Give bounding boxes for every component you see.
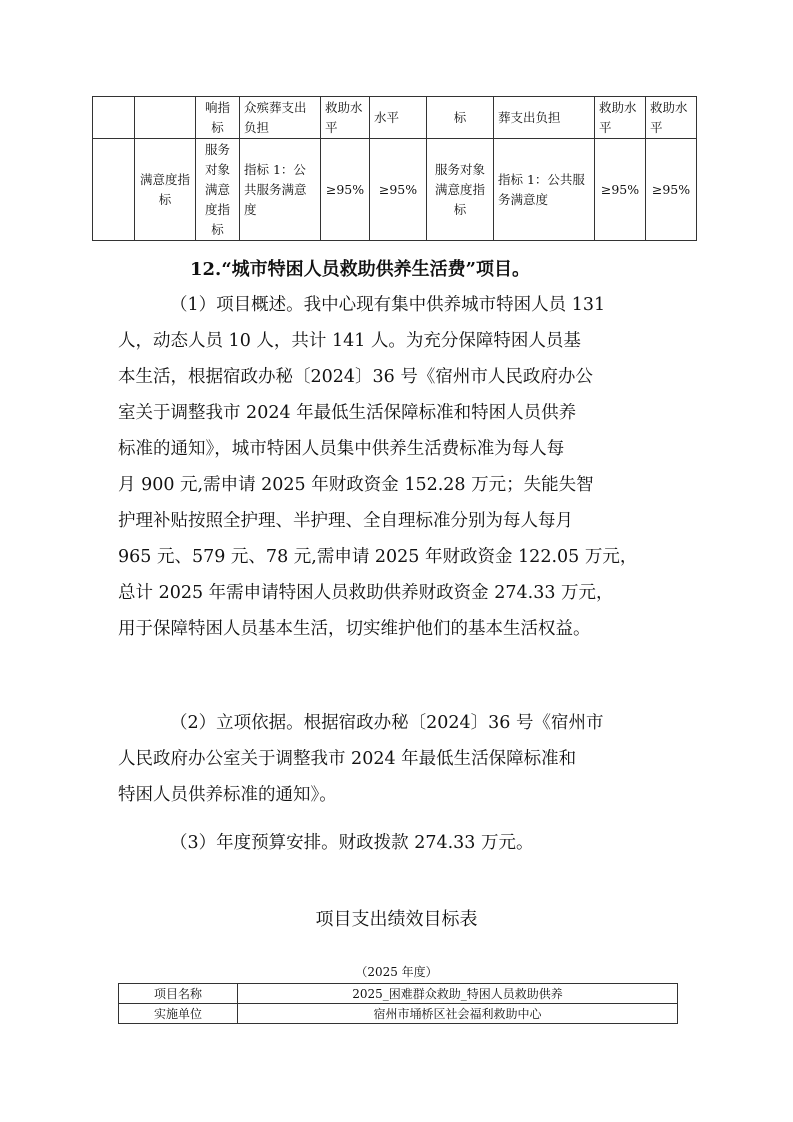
table-cell bbox=[93, 97, 135, 139]
table-row bbox=[119, 1004, 678, 1024]
paragraph-line: 965 元、579 元、78 元,需申请 2025 年财政资金 122.05 万元， bbox=[118, 547, 638, 567]
paragraph-line: 标准的通知》，城市特困人员集中供养生活费标准为每人每 bbox=[118, 439, 565, 459]
table-cell bbox=[93, 139, 135, 241]
paragraph-line: 人，动态人员 10 人，共计 141 人。为充分保障特困人员基 bbox=[118, 331, 581, 351]
performance-target-table bbox=[118, 983, 678, 1024]
perf-table-title: 项目支出绩效目标表 bbox=[315, 909, 478, 930]
table-cell: 响指标 bbox=[196, 97, 240, 139]
paragraph-line: （2）立项依据。根据宿政办秘〔2024〕36 号《宿州市 bbox=[170, 713, 604, 733]
paragraph-line: 月 900 元,需申请 2025 年财政资金 152.28 万元；失能失智 bbox=[118, 475, 594, 495]
paragraph-line: 特困人员供养标准的通知》。 bbox=[118, 785, 337, 805]
table-cell: ≥95% bbox=[321, 139, 370, 241]
table-cell: 指标 1：公共服务满意度 bbox=[240, 139, 321, 241]
paragraph-line: 室关于调整我市 2024 年最低生活保障标准和特困人员供养 bbox=[118, 403, 577, 423]
table-cell: 指标 1：公共服务满意度 bbox=[494, 139, 595, 241]
table-cell: 救助水平 bbox=[321, 97, 370, 139]
table-cell: 2025_困难群众救助_特困人员救助供养 bbox=[238, 984, 678, 1004]
table-cell: 众殡葬支出负担 bbox=[240, 97, 321, 139]
budget-paragraph bbox=[118, 825, 693, 861]
paragraph-line: 本生活，根据宿政办秘〔2024〕36 号《宿州市人民政府办公 bbox=[118, 367, 593, 387]
table-cell: 项目名称 bbox=[119, 984, 238, 1004]
paragraph-line: （1）项目概述。我中心现有集中供养城市特困人员 131 bbox=[170, 295, 606, 315]
table-cell: 宿州市埇桥区社会福利救助中心 bbox=[238, 1004, 678, 1024]
paragraph-line: 人民政府办公室关于调整我市 2024 年最低生活保障标准和 bbox=[118, 749, 577, 769]
table-cell: 服务对象满意度指标 bbox=[196, 139, 240, 241]
table-row bbox=[119, 984, 678, 1004]
table-cell: ≥95% bbox=[646, 139, 697, 241]
paragraph-line: 用于保障特困人员基本生活，切实维护他们的基本生活权益。 bbox=[118, 619, 591, 639]
overview-paragraph bbox=[118, 287, 693, 647]
indicator-table-continued bbox=[92, 96, 697, 241]
perf-table-year: （2025 年度） bbox=[355, 965, 438, 979]
table-cell: 水平 bbox=[370, 97, 427, 139]
table-cell: 满意度指标 bbox=[135, 139, 196, 241]
table-cell: 救助水平 bbox=[595, 97, 646, 139]
section-heading: 12.“城市特困人员救助供养生活费”项目。 bbox=[190, 259, 531, 280]
table-cell: ≥95% bbox=[370, 139, 427, 241]
basis-paragraph bbox=[118, 705, 693, 813]
table-cell: 标 bbox=[427, 97, 494, 139]
table-cell bbox=[135, 97, 196, 139]
table-cell: ≥95% bbox=[595, 139, 646, 241]
paragraph-line: 护理补贴按照全护理、半护理、全自理标准分别为每人每月 bbox=[118, 511, 573, 531]
table-cell: 救助水平 bbox=[646, 97, 697, 139]
table-cell: 服务对象满意度指标 bbox=[427, 139, 494, 241]
paragraph-line: （3）年度预算安排。财政拨款 274.33 万元。 bbox=[170, 833, 534, 853]
paragraph-line: 总计 2025 年需申请特困人员救助供养财政资金 274.33 万元， bbox=[118, 583, 614, 603]
table-cell: 葬支出负担 bbox=[494, 97, 595, 139]
table-cell: 实施单位 bbox=[119, 1004, 238, 1024]
